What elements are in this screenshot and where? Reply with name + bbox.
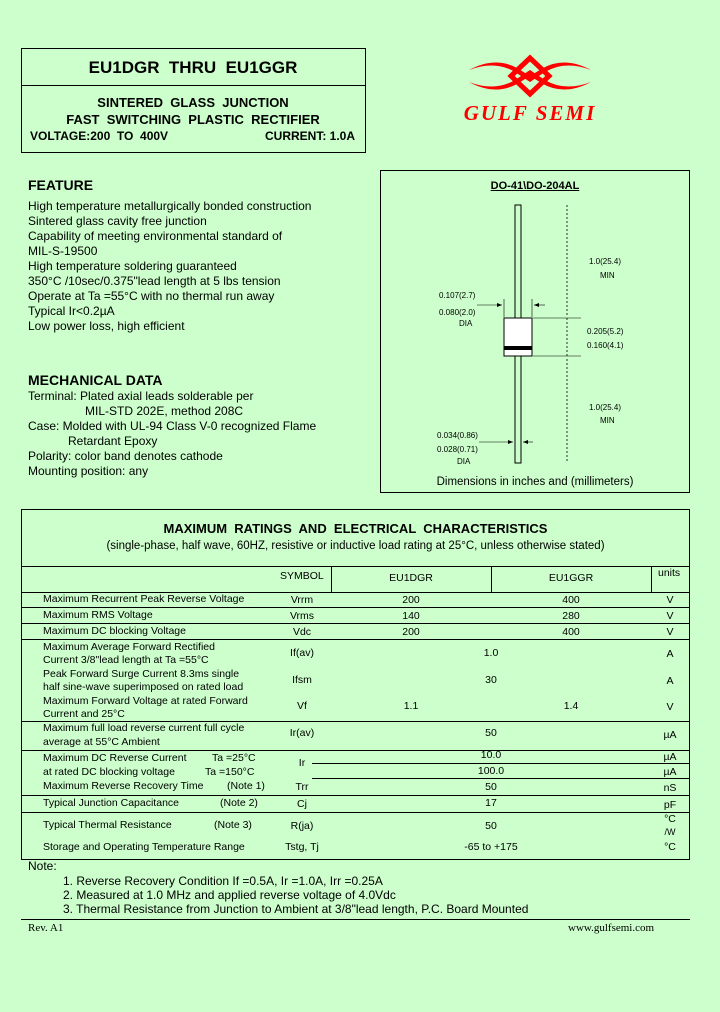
param-note: (Note 3): [214, 819, 252, 831]
feature-line: Sintered glass cavity free junction: [28, 214, 207, 228]
website-link[interactable]: www.gulfsemi.com: [568, 922, 655, 934]
feature-line: Operate at Ta =55°C with no thermal run away: [28, 289, 275, 303]
feature-line: 350°C /10sec/0.375"lead length at 5 lbs tension: [28, 274, 281, 288]
param-symbol: Vrrm: [290, 594, 314, 606]
ratings-subtitle: (single-phase, half wave, 60HZ, resistive or inductive load rating at 25°C, unless otherwise stated): [106, 540, 605, 552]
param-symbol: Ir(av): [289, 727, 315, 739]
value-unit: A: [666, 648, 674, 660]
value-unit: V: [666, 701, 674, 713]
feature-line: Low power loss, high efficient: [28, 319, 185, 333]
value-common-2: 100.0: [477, 765, 505, 777]
note-item: 2. Measured at 1.0 MHz and applied reverse voltage of 4.0Vdc: [63, 888, 396, 902]
value-eu1dgr: 1.1: [403, 700, 419, 712]
part-range-title: EU1DGR THRU EU1GGR: [88, 58, 298, 77]
param-name-line2: Current and 25°C: [43, 708, 125, 720]
value-common: -65 to +175: [464, 841, 518, 853]
param-symbol: R(ja): [290, 820, 314, 832]
value-common: 50: [485, 781, 497, 793]
dim-lead-dia-label: DIA: [457, 457, 471, 466]
param-symbol: Ir: [298, 757, 306, 769]
dim-lead-bottom-min: MIN: [600, 416, 615, 425]
current-rating: CURRENT: 1.0A: [265, 129, 356, 143]
value-eu1ggr: 280: [562, 610, 580, 622]
value-unit: µA: [663, 751, 677, 763]
param-name: Typical Junction Capacitance: [43, 797, 179, 809]
dim-lead-dia-min: 0.028(0.71): [437, 445, 478, 454]
param-name: Maximum Reverse Recovery Time: [43, 780, 204, 792]
note-item: 3. Thermal Resistance from Junction to Ambient at 3/8"lead length, P.C. Board Mounted: [63, 902, 529, 916]
dim-lead-bottom: 1.0(25.4): [589, 403, 622, 412]
package-drawing-box: [380, 170, 690, 493]
param-name: Maximum Recurrent Peak Reverse Voltage: [43, 593, 245, 605]
gulf-semi-logo: [455, 48, 605, 130]
col-symbol-header: SYMBOL: [280, 570, 324, 582]
mech-line: Mounting position: any: [28, 464, 149, 478]
value-common: 30: [485, 674, 497, 686]
param-condition: Ta =25°C: [212, 752, 256, 764]
value-unit: °C: [664, 813, 676, 825]
mech-line: Terminal: Plated axial leads solderable per: [28, 389, 254, 403]
param-symbol: Cj: [297, 798, 307, 810]
mech-line: MIL-STD 202E, method 208C: [85, 404, 244, 418]
value-unit: °C: [664, 841, 676, 853]
ratings-table: [21, 509, 690, 860]
header-desc-box: [21, 85, 366, 153]
param-name-line2: half sine-wave superimposed on rated load: [43, 681, 244, 693]
param-name: Storage and Operating Temperature Range: [43, 841, 245, 853]
param-name: Maximum Forward Voltage at rated Forward: [43, 695, 248, 707]
feature-line: High temperature metallurgically bonded construction: [28, 199, 312, 213]
value-unit: V: [666, 626, 674, 638]
dim-body-len-max: 0.205(5.2): [587, 327, 624, 336]
note-item: 1. Reverse Recovery Condition If =0.5A, Ir =1.0A, Irr =0.25A: [63, 874, 383, 888]
param-symbol: Vrms: [289, 610, 315, 622]
param-symbol: Vdc: [292, 626, 312, 638]
feature-line: High temperature soldering guaranteed: [28, 259, 237, 273]
dim-lead-top-min: MIN: [600, 271, 615, 280]
mech-line: Retardant Epoxy: [68, 434, 158, 448]
col-eu1dgr-header: EU1DGR: [389, 572, 433, 584]
ratings-title: MAXIMUM RATINGS AND ELECTRICAL CHARACTERISTICS: [163, 521, 548, 536]
param-name: Typical Thermal Resistance: [43, 819, 172, 831]
param-symbol: Ifsm: [292, 674, 312, 686]
value-unit-2: /W: [664, 827, 676, 837]
mech-line: Polarity: color band denotes cathode: [28, 449, 223, 463]
param-name: Maximum DC blocking Voltage: [43, 625, 186, 637]
revision-label: Rev. A1: [28, 922, 64, 934]
diode-outline-drawing: [381, 171, 689, 471]
value-unit: V: [666, 594, 674, 606]
col-units-header: units: [658, 567, 681, 579]
param-note: (Note 2): [220, 797, 258, 809]
param-name: Maximum full load reverse current full cycle: [43, 722, 245, 734]
param-symbol: Tstg, Tj: [285, 841, 319, 853]
feature-list: [28, 199, 311, 334]
value-common: 17: [485, 797, 497, 809]
dim-body-dia-label: DIA: [459, 319, 473, 328]
feature-line: Capability of meeting environmental standard of: [28, 229, 283, 243]
value-eu1ggr: 1.4: [563, 700, 579, 712]
value-eu1dgr: 200: [402, 594, 420, 606]
value-eu1ggr: 400: [562, 626, 580, 638]
value-eu1dgr: 140: [402, 610, 420, 622]
feature-line: Typical Ir<0.2µA: [28, 304, 115, 318]
dim-lead-top: 1.0(25.4): [589, 257, 622, 266]
header-title-box: [21, 48, 366, 86]
param-name: Maximum DC Reverse Current: [43, 752, 187, 764]
desc-line-2: FAST SWITCHING PLASTIC RECTIFIER: [66, 112, 320, 127]
value-common: 50: [485, 727, 497, 739]
param-name-line2: Current 3/8"lead length at Ta =55°C: [43, 654, 209, 666]
notes-title: Note:: [28, 859, 57, 873]
value-unit: pF: [663, 799, 677, 811]
mech-line: Case: Molded with UL-94 Class V-0 recognized Flame: [28, 419, 317, 433]
voltage-rating: VOLTAGE:200 TO 400V: [30, 129, 169, 143]
dim-body-len-min: 0.160(4.1): [587, 341, 624, 350]
value-common: 10.0: [480, 749, 502, 761]
value-common: 1.0: [483, 647, 499, 659]
param-condition-2: Ta =150°C: [205, 766, 255, 778]
dim-lead-dia-max: 0.034(0.86): [437, 431, 478, 440]
mechanical-title: MECHANICAL DATA: [28, 372, 163, 388]
param-name: Maximum RMS Voltage: [43, 609, 153, 621]
param-symbol: Vf: [297, 700, 307, 712]
param-name-line2: average at 55°C Ambient: [43, 736, 160, 748]
dim-body-dia-min: 0.080(2.0): [439, 308, 476, 317]
logo-text: GULF SEMI: [463, 101, 597, 125]
value-unit: nS: [663, 782, 677, 794]
value-eu1ggr: 400: [562, 594, 580, 606]
value-unit: A: [666, 675, 674, 687]
param-name: Peak Forward Surge Current 8.3ms single: [43, 668, 240, 680]
param-note: (Note 1): [227, 780, 265, 792]
logo-emblem-icon: [455, 48, 605, 98]
mechanical-list: [28, 389, 316, 479]
param-symbol: If(av): [290, 647, 314, 659]
value-eu1dgr: 200: [402, 626, 420, 638]
feature-line: MIL-S-19500: [28, 244, 98, 258]
value-common: 50: [485, 820, 497, 832]
package-title: DO-41\DO-204AL: [490, 180, 580, 192]
value-unit: µA: [663, 729, 677, 741]
col-eu1ggr-header: EU1GGR: [548, 572, 594, 584]
value-unit: V: [666, 610, 674, 622]
desc-line-1: SINTERED GLASS JUNCTION: [97, 95, 289, 110]
feature-title: FEATURE: [28, 177, 94, 193]
param-symbol: Trr: [295, 781, 309, 793]
param-name: Maximum Average Forward Rectified: [43, 641, 215, 653]
value-unit-2: µA: [663, 766, 677, 778]
dimensions-caption: Dimensions in inches and (millimeters): [436, 476, 634, 488]
dim-body-dia-max: 0.107(2.7): [439, 291, 476, 300]
param-name-line2: at rated DC blocking voltage: [43, 766, 175, 778]
